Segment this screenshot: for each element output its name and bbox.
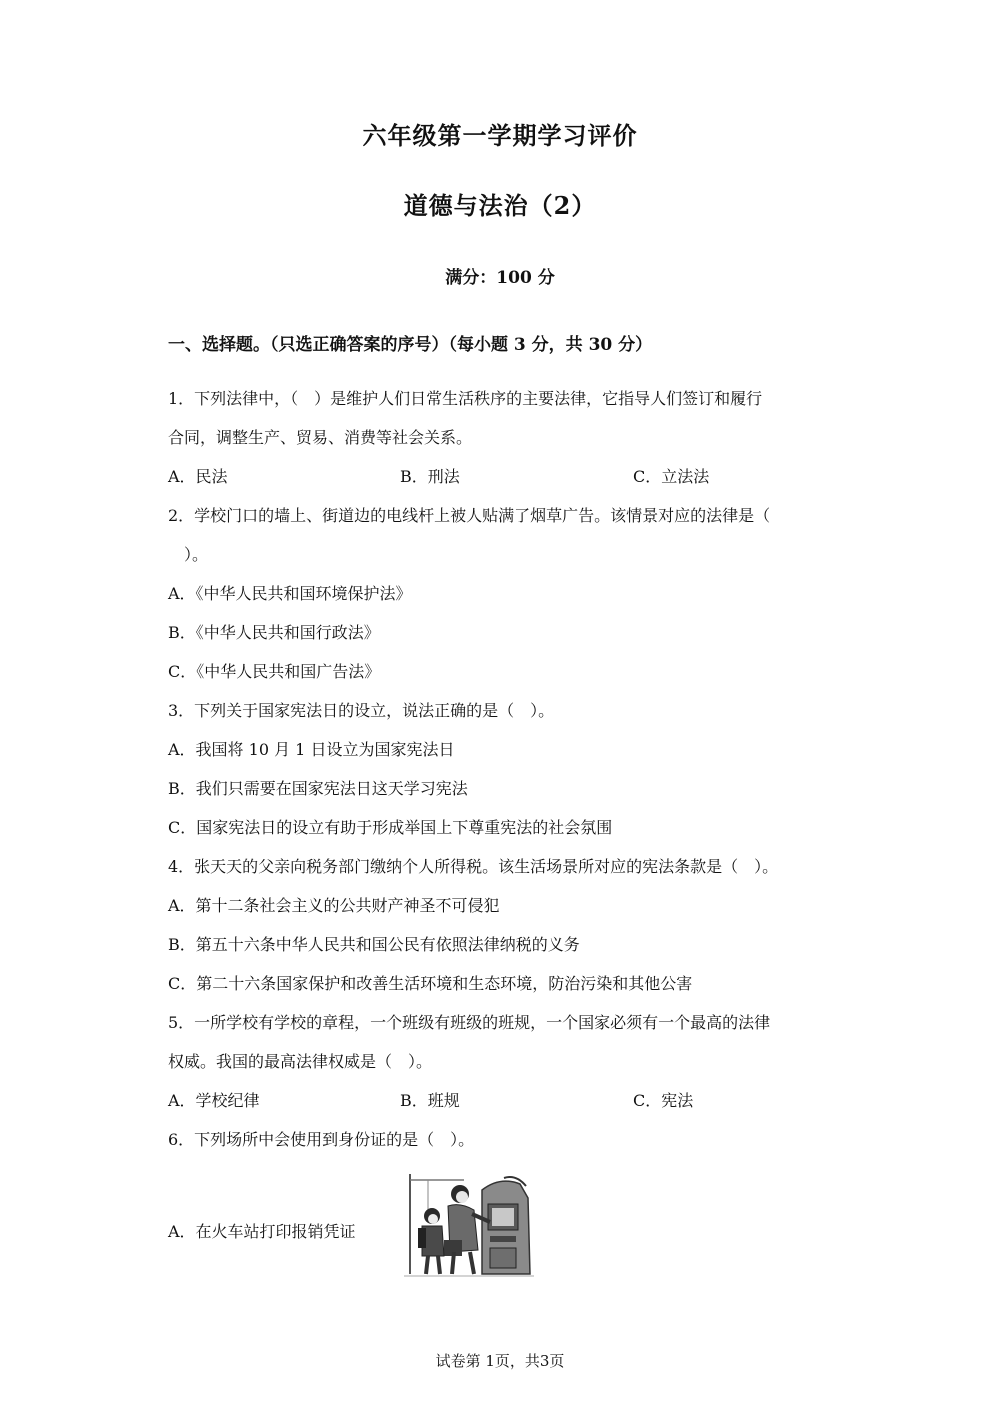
question-1-option-a: A．民法 [168,467,228,486]
question-1-line-1: 1．下列法律中，（ ）是维护人们日常生活秩序的主要法律，它指导人们签订和履行 [168,389,763,408]
question-6-option-a: A．在火车站打印报销凭证 [168,1222,356,1241]
question-3-option-a: A．我国将 10 月 1 日设立为国家宪法日 [168,740,455,759]
question-3-option-c: C．国家宪法日的设立有助于形成举国上下尊重宪法的社会氛围 [168,818,613,837]
question-2-option-b: B．《中华人民共和国行政法》 [168,623,380,642]
question-1-option-b: B．刑法 [400,467,460,486]
question-3-line-1: 3．下列关于国家宪法日的设立，说法正确的是（ ）。 [168,701,555,720]
question-3-option-b: B．我们只需要在国家宪法日这天学习宪法 [168,779,468,798]
question-5-option-b: B．班规 [400,1091,460,1110]
question-4-line-1: 4．张天天的父亲向税务部门缴纳个人所得税。该生活场景所对应的宪法条款是（ ）。 [168,857,779,876]
question-2-line-2: ）。 [168,545,209,564]
question-4-option-b: B．第五十六条中华人民共和国公民有依照法律纳税的义务 [168,935,580,954]
question-1-option-c: C．立法法 [633,467,710,486]
page-footer: 试卷第 1页，共3页 [435,1352,565,1370]
question-4-option-c: C．第二十六条国家保护和改善生活环境和生态环境，防治污染和其他公害 [168,974,693,993]
question-4-option-a: A．第十二条社会主义的公共财产神圣不可侵犯 [168,896,500,915]
question-6-line-1: 6．下列场所中会使用到身份证的是（ ）。 [168,1130,475,1149]
question-2-option-a: A．《中华人民共和国环境保护法》 [168,584,412,603]
question-5-option-a: A．学校纪律 [168,1091,260,1110]
question-5-option-c: C．宪法 [633,1091,694,1110]
question-2-line-1: 2．学校门口的墙上、街道边的电线杆上被人贴满了烟草广告。该情景对应的法律是（ [168,506,771,525]
section-heading: 一、选择题。（只选正确答案的序号）（每小题 3 分，共 30 分） [168,335,653,355]
ticket-machine-illustration [404,1170,534,1280]
question-5-line-2: 权威。我国的最高法律权威是（ ）。 [168,1052,433,1071]
exam-title: 六年级第一学期学习评价 [362,121,638,150]
full-score: 满分：100 分 [445,268,555,288]
question-1-line-2: 合同，调整生产、贸易、消费等社会关系。 [168,428,473,447]
question-2-option-c: C．《中华人民共和国广告法》 [168,662,381,681]
exam-subtitle: 道德与法治（2） [403,191,597,220]
question-5-line-1: 5．一所学校有学校的章程，一个班级有班级的班规，一个国家必须有一个最高的法律 [168,1013,771,1032]
